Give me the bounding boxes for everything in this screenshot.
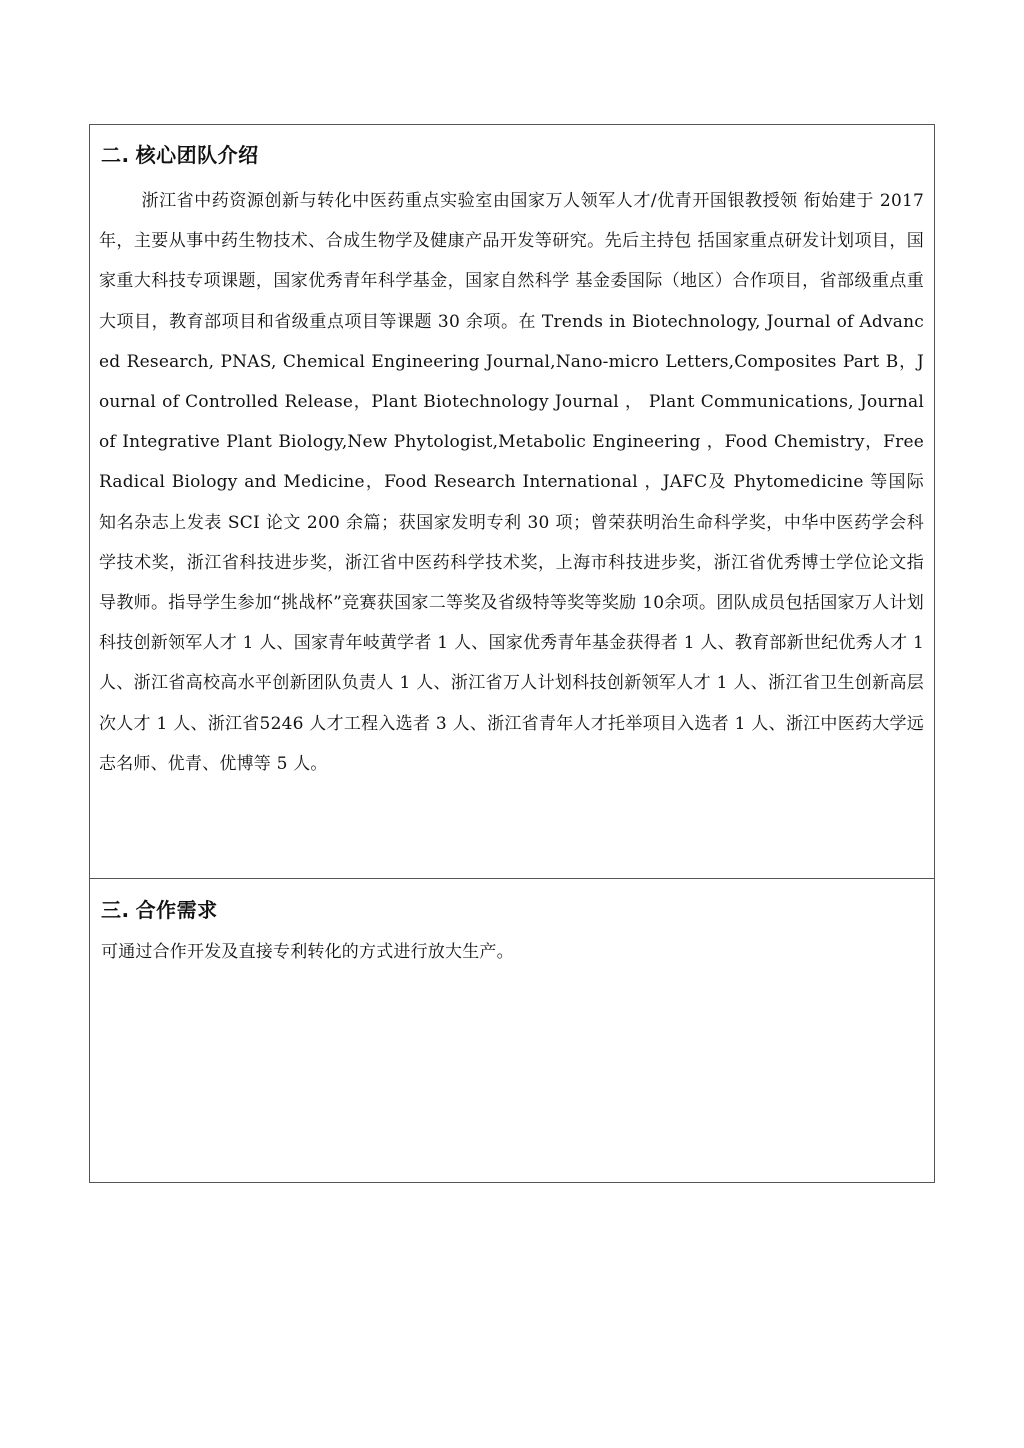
section-heading <box>99 879 924 937</box>
section-number: 二. <box>101 142 130 167</box>
section-title: 核心团队介绍 <box>135 142 259 167</box>
section-heading <box>99 125 924 181</box>
section-title: 合作需求 <box>135 897 218 922</box>
section-core-team <box>90 125 934 878</box>
cooperation-description: 可通过合作开发及直接专利转化的方式进行放大生产。 <box>101 942 514 962</box>
team-description: 浙江省中药资源创新与转化中医药重点实验室由国家万人领军人才/优青开国银教授领 衔始建于 2017 年，主要从事中药生物技术、合成生物学及健康产品开发等研究。先后主持包 括国家重点研发计划项目，国家重大科技专项课题，国家优秀青年科学基金，国家自然科学 基金委国际（地区）合作项目，省部级重点重大项目，教育部项目和省级重点项目等课题 30 余项。在 Trends in Biotechnology, Journal of Advanced Research, PNAS, Chemical Engineering Journal,Nano-micro Letters,Composites Part B，Journal of Controlled Release，Plant Biotechnology Journal ， Plant Communications, Journal of Integrative Plant Biology,New Phytologist,Metabolic Engineering ，Food Chemistry，Free Radical Biology and Medicine，Food Research International ，JAFC及 Phytomedicine 等国际知名杂志上发表 SCI 论文 200 余篇；获国家发明专利 30 项；曾荣获明治生命科学奖，中华中医药学会科学技术奖，浙江省科技进步奖，浙江省中医药科学技术奖，上海市科技进步奖，浙江省优秀博士学位论文指导教师。指导学生参加“挑战杯”竞赛获国家二等奖及省级特等奖等奖励 10余项。团队成员包括国家万人计划科技创新领军人才 1 人、国家青年岐黄学者 1 人、国家优秀青年基金获得者 1 人、教育部新世纪优秀人才 1 人、浙江省高校高水平创新团队负责人 1 人、浙江省万人计划科技创新领军人才 1 人、浙江省卫生创新高层次人才 1 人、浙江省5246 人才工程入选者 3 人、浙江省青年人才托举项目入选者 1 人、浙江中医药大学远志名师、优青、优博等 5 人。 <box>99 191 924 774</box>
section-cooperation-needs <box>90 878 934 1182</box>
form-table <box>89 124 935 1183</box>
section-number: 三. <box>101 897 130 922</box>
